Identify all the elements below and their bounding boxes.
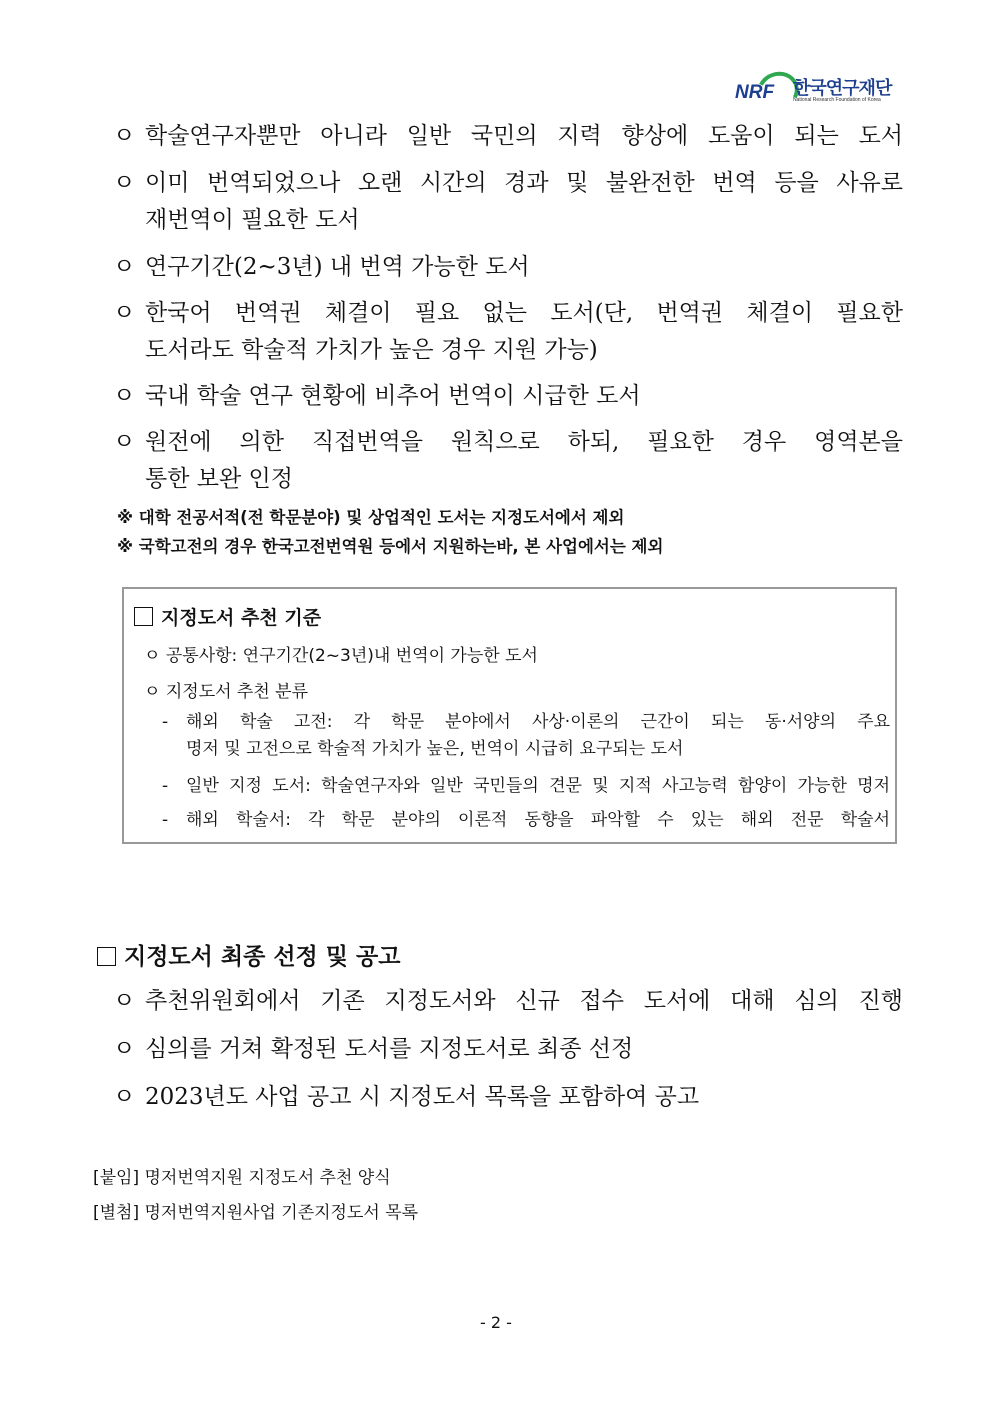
list-item	[113, 249, 903, 286]
bullet: ㅇ	[113, 383, 136, 409]
item-text: 추천위원회에서 기존 지정도서와 신규 접수 도서에 대해 심의 진행	[145, 988, 903, 1014]
bullet: ㅇ	[113, 1036, 136, 1062]
logo-name-kr: 한국연구재단	[793, 78, 892, 98]
attachment: [별첨] 명저번역지원사업 기존지정도서 목록	[93, 1203, 419, 1223]
bullet: ㅇ	[113, 123, 136, 149]
list-item	[113, 378, 903, 415]
bullet: ㅇ	[113, 429, 136, 455]
note: ※ 대학 전공서적(전 학문분야) 및 상업적인 도서는 지정도서에서 제외	[117, 508, 625, 527]
dash-item: - 해외 학술 고전: 각 학문 분야에서 사상·이론의 근간이 되는 동·서양의 주요 명저 및 고전으로 학술적 가치가 높은, 번역이 시급히 요구되는 도서	[162, 709, 890, 763]
note: ※ 국학고전의 경우 한국고전번역원 등에서 지원하는바, 본 사업에서는 제외	[117, 537, 664, 556]
bullet: ㅇ	[113, 988, 136, 1014]
section-heading	[97, 938, 400, 971]
item-text: 국내 학술 연구 현황에 비추어 번역이 시급한 도서	[145, 383, 641, 409]
list-item	[113, 118, 903, 155]
item-text: 이미 번역되었으나 오랜 시간의 경과 및 불완전한 번역 등을 사유로	[145, 170, 903, 196]
item-text: 2023년도 사업 공고 시 지정도서 목록을 포함하여 공고	[145, 1084, 700, 1110]
dash-text: 일반 지정 도서: 학술연구자와 일반 국민들의 견문 및 지적 사고능력 함양이 가능한 명저	[186, 776, 890, 796]
nrf-logo	[735, 70, 900, 110]
square-bullet-icon	[97, 947, 116, 966]
list-item	[113, 1079, 903, 1116]
item-text: 원전에 의한 직접번역을 원칙으로 하되, 필요한 경우 영역본을	[145, 429, 903, 455]
item-text: 연구기간(2~3년) 내 번역 가능한 도서	[145, 254, 530, 280]
bullet: ㅇ	[113, 170, 136, 196]
list-item	[113, 983, 903, 1020]
box-heading	[134, 603, 321, 630]
sub-item	[144, 677, 308, 702]
recommendation-criteria-box	[122, 587, 897, 844]
bullet: ㅇ	[113, 300, 136, 326]
bullet: ㅇ	[144, 682, 161, 702]
item-text: 학술연구자뿐만 아니라 일반 국민의 지력 향상에 도움이 되는 도서	[145, 123, 903, 149]
list-item	[113, 1031, 903, 1068]
logo-name-en: National Research Foundation of Korea	[793, 97, 881, 103]
item-text: 통한 보완 인정	[145, 466, 293, 492]
list-item	[113, 165, 903, 239]
section-heading-text: 지정도서 최종 선정 및 공고	[124, 943, 401, 970]
list-item	[113, 424, 903, 498]
logo-abbr: NRF	[735, 82, 775, 103]
box-heading-text: 지정도서 추천 기준	[161, 607, 322, 629]
item-text: 재번역이 필요한 도서	[145, 207, 360, 233]
page-number: - 2 -	[480, 1313, 512, 1332]
dash-item: - 해외 학술서: 각 학문 분야의 이론적 동향을 파악할 수 있는 해외 전문 학술서	[162, 807, 890, 834]
item-text: 한국어 번역권 체결이 필요 없는 도서(단, 번역권 체결이 필요한	[145, 300, 903, 326]
bullet: ㅇ	[144, 646, 161, 666]
item-text: 심의를 거쳐 확정된 도서를 지정도서로 최종 선정	[145, 1036, 634, 1062]
list-item	[113, 295, 903, 369]
dash-text: 해외 학술서: 각 학문 분야의 이론적 동향을 파악할 수 있는 해외 전문 학술서	[186, 810, 890, 830]
sub-item-text: 공통사항: 연구기간(2~3년)내 번역이 가능한 도서	[165, 646, 538, 666]
dash-item: - 일반 지정 도서: 학술연구자와 일반 국민들의 견문 및 지적 사고능력 함양이 가능한 명저	[162, 773, 890, 800]
sub-item-text: 지정도서 추천 분류	[165, 682, 309, 702]
dash-text: 해외 학술 고전: 각 학문 분야에서 사상·이론의 근간이 되는 동·서양의 주요	[186, 712, 890, 732]
bullet: ㅇ	[113, 254, 136, 280]
sub-item	[144, 641, 538, 666]
dash-text: 명저 및 고전으로 학술적 가치가 높은, 번역이 시급히 요구되는 도서	[186, 739, 684, 759]
item-text: 도서라도 학술적 가치가 높은 경우 지원 가능)	[145, 337, 598, 363]
bullet: ㅇ	[113, 1084, 136, 1110]
attachment: [붙임] 명저번역지원 지정도서 추천 양식	[93, 1168, 391, 1188]
square-bullet-icon	[134, 607, 153, 626]
